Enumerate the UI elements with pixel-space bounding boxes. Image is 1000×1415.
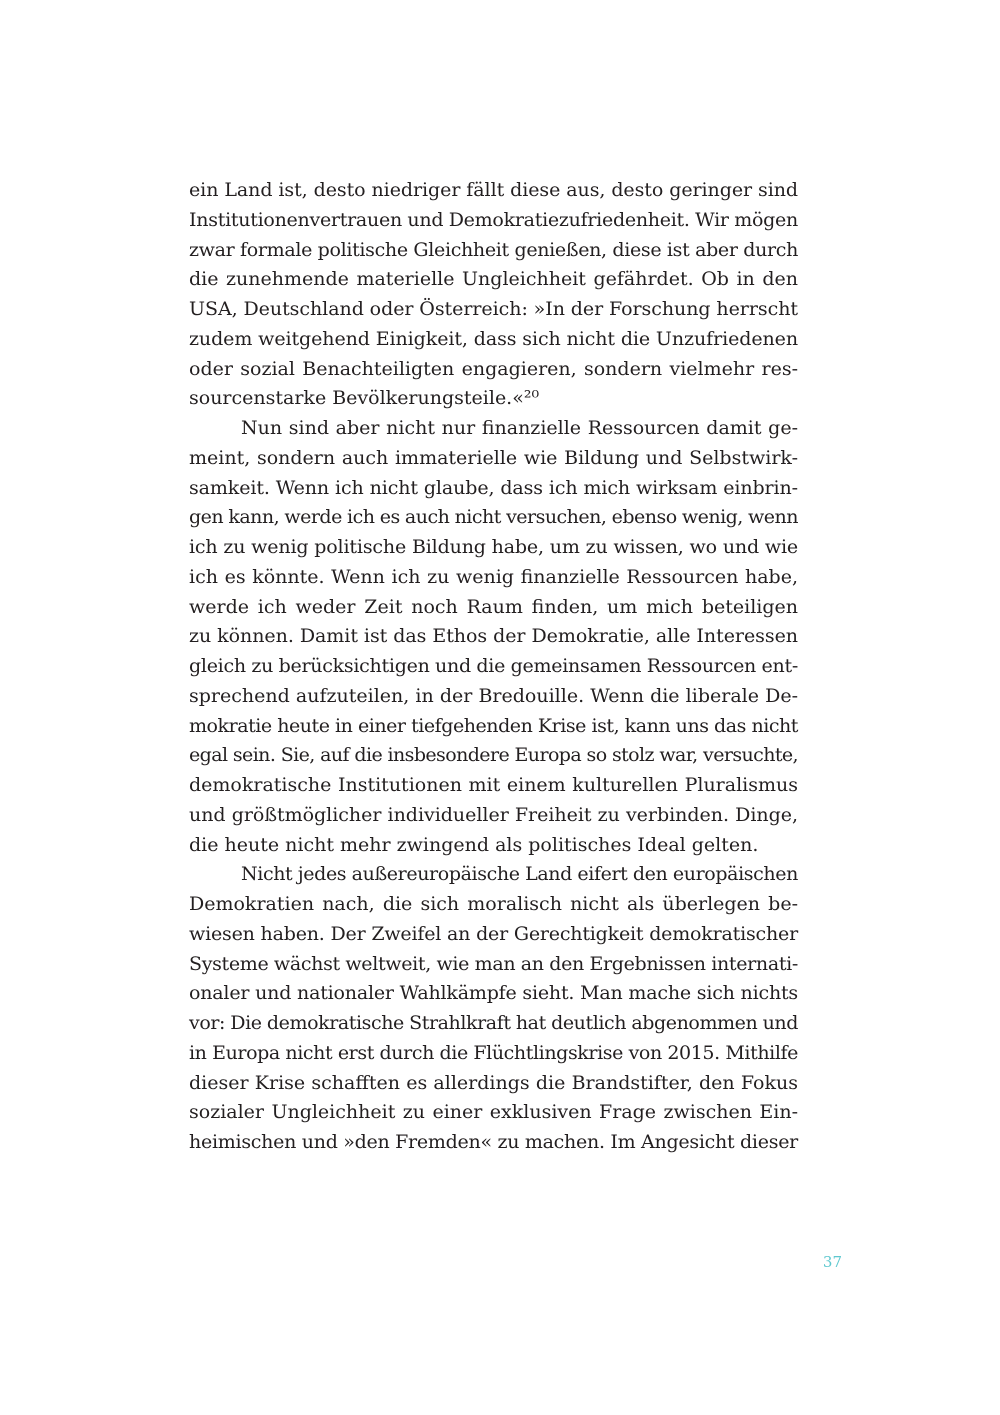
text-line: heimischen und »den Fremden« zu machen. Im Angesicht dieser bbox=[189, 1131, 798, 1153]
text-line: wiesen haben. Der Zweifel an der Gerechtigkeit demokratischer bbox=[189, 922, 798, 945]
text-line: onaler und nationaler Wahlkämpfe sieht. Man mache sich nichts bbox=[189, 982, 798, 1005]
text-line: ich es könnte. Wenn ich zu wenig finanzielle Ressourcen habe, bbox=[189, 565, 798, 588]
text-line: zwar formale politische Gleichheit genießen, diese ist aber durch bbox=[189, 238, 798, 261]
text-line: egal sein. Sie, auf die insbesondere Europa so stolz war, versuchte, bbox=[189, 744, 798, 767]
paragraph-2 bbox=[189, 414, 798, 860]
text-line: und größtmöglicher individueller Freiheit zu verbinden. Dinge, bbox=[189, 803, 798, 826]
page-number: 37 bbox=[822, 1253, 842, 1271]
text-line: sprechend aufzuteilen, in der Bredouille. Wenn die liberale De- bbox=[189, 684, 798, 707]
text-line: demokratische Institutionen mit einem kulturellen Pluralismus bbox=[189, 774, 798, 796]
text-line: Nun sind aber nicht nur finanzielle Ressourcen damit ge- bbox=[241, 417, 798, 439]
text-line: oder sozial Benachteiligten engagieren, sondern vielmehr res- bbox=[189, 357, 798, 380]
text-line: sozialer Ungleichheit zu einer exklusiven Frage zwischen Ein- bbox=[189, 1101, 798, 1124]
paragraph-1 bbox=[189, 176, 798, 414]
text-line: Demokratien nach, die sich moralisch nicht als überlegen be- bbox=[189, 893, 798, 915]
text-line: zu können. Damit ist das Ethos der Demokratie, alle Interessen bbox=[189, 625, 798, 648]
text-line: sourcenstarke Bevölkerungsteile.«²⁰ bbox=[189, 387, 540, 410]
text-line: USA, Deutschland oder Österreich: »In der Forschung herrscht bbox=[189, 298, 798, 320]
text-line: die zunehmende materielle Ungleichheit gefährdet. Ob in den bbox=[189, 268, 798, 291]
text-line: meint, sondern auch immaterielle wie Bildung und Selbstwirk- bbox=[189, 446, 798, 469]
text-line: werde ich weder Zeit noch Raum finden, um mich beteiligen bbox=[189, 595, 798, 618]
paragraph-3 bbox=[189, 860, 798, 1158]
text-line: gen kann, werde ich es auch nicht versuchen, ebenso wenig, wenn bbox=[189, 506, 798, 529]
text-line: ich zu wenig politische Bildung habe, um zu wissen, wo und wie bbox=[189, 536, 798, 558]
text-line: Institutionenvertrauen und Demokratiezufriedenheit. Wir mögen bbox=[189, 208, 798, 231]
text-line: vor: Die demokratische Strahlkraft hat deutlich abgenommen und bbox=[189, 1012, 798, 1034]
text-line: zudem weitgehend Einigkeit, dass sich nicht die Unzufriedenen bbox=[189, 327, 798, 350]
text-line: Nicht jedes außereuropäische Land eifert den europäischen bbox=[241, 863, 798, 886]
text-line: die heute nicht mehr zwingend als politisches Ideal gelten. bbox=[189, 833, 759, 856]
text-line: ein Land ist, desto niedriger fällt diese aus, desto geringer sind bbox=[189, 179, 798, 201]
text-line: in Europa nicht erst durch die Flüchtlingskrise von 2015. Mithilfe bbox=[189, 1041, 798, 1064]
body-text bbox=[189, 176, 798, 1158]
text-line: dieser Krise schafften es allerdings die Brandstifter, den Fokus bbox=[189, 1071, 798, 1094]
text-line: Systeme wächst weltweit, wie man an den Ergebnissen internati- bbox=[189, 952, 798, 975]
text-line: mokratie heute in einer tiefgehenden Krise ist, kann uns das nicht bbox=[189, 714, 798, 737]
text-line: gleich zu berücksichtigen und die gemeinsamen Ressourcen ent- bbox=[189, 655, 798, 677]
text-line: samkeit. Wenn ich nicht glaube, dass ich mich wirksam einbrin- bbox=[189, 476, 798, 499]
